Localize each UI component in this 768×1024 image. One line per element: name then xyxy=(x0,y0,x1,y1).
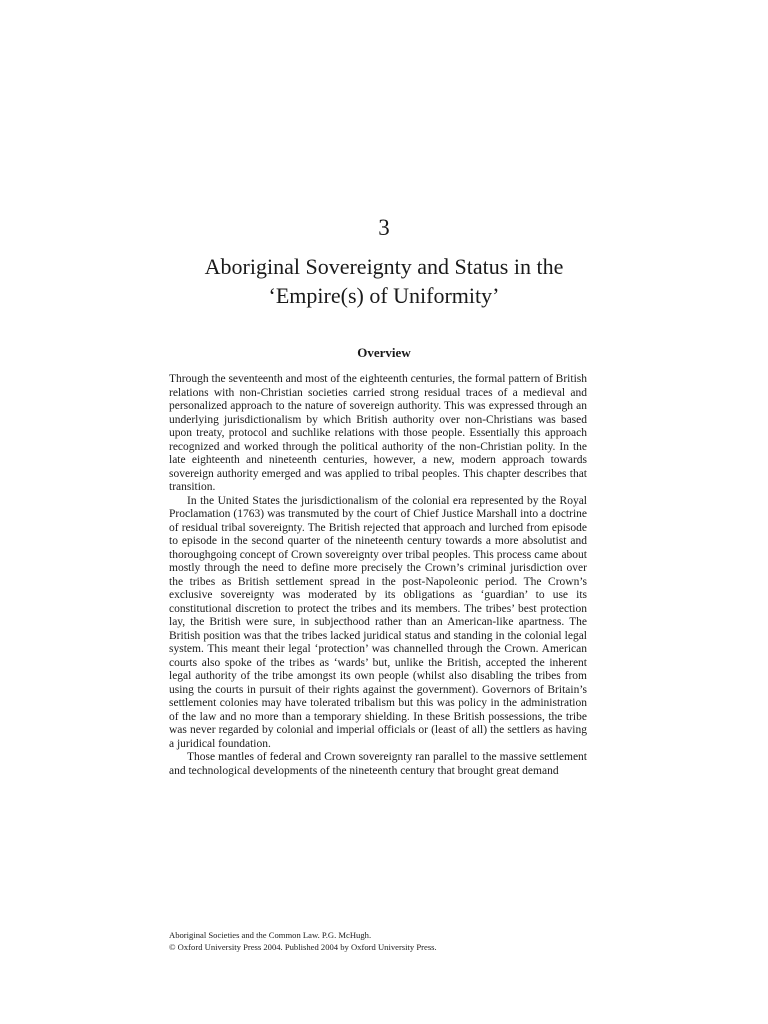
overview-body xyxy=(169,373,587,778)
overview-paragraph-3: Those mantles of federal and Crown sovereignty ran parallel to the massive settlement and technological developments of the nineteenth century that brought great demand xyxy=(169,751,587,777)
copyright-footer xyxy=(169,930,589,953)
chapter-title xyxy=(150,252,618,310)
citation-line: Aboriginal Societies and the Common Law. P.G. McHugh. xyxy=(169,930,372,940)
chapter-title-line-2: ‘Empire(s) of Uniformity’ xyxy=(268,283,500,308)
overview-paragraph-2: In the United States the jurisdictionalism of the colonial era represented by the Royal Proclamation (1763) was transmuted by the court of Chief Justice Marshall into a doctrine of residual tribal sovereignty. The British rejected that approach and lurched from episode to episode in the second quarter of the nineteenth century towards a more absolutist and thoroughgoing concept of Crown sovereignty over tribal peoples. This process came about mostly through the need to define more precisely the Crown’s criminal jurisdiction over the tribes as British settlement spread in the post-Napoleonic period. The Crown’s exclusive sovereignty was moderated by its obligations as ‘guardian’ to use its constitutional discretion to protect the tribes and its members. The tribes’ best protection lay, the British were sure, in subjecthood rather than an American-like apartness. The British position was that the tribes lacked juridical status and standing in the colonial legal system. This meant their legal ‘protection’ was channelled through the Crown. American courts also spoke of the tribes as ‘wards’ but, unlike the British, accepted the inherent legal authority of the tribe amongst its own people (whilst also disabling the tribes from using the courts in pursuit of their rights against the government). Governors of Britain’s settlement colonies may have tolerated tribalism but this was policy in the administration of the law and no more than a temporary shielding. In these British possessions, the tribe was never regarded by colonial and imperial officials or (least of all) the settlers as having a juridical foundation. xyxy=(169,494,587,750)
chapter-title-line-1: Aboriginal Sovereignty and Status in the xyxy=(204,254,564,279)
copyright-line: © Oxford University Press 2004. Published 2004 by Oxford University Press. xyxy=(169,941,437,952)
overview-paragraph-1: Through the seventeenth and most of the eighteenth centuries, the formal pattern of British relations with non-Christian societies carried strong residual traces of a medieval and personalized approach to the nature of sovereign authority. This was expressed through an underlying jurisdictionalism by which British authority over non-Christians was based upon treaty, protocol and suchlike relations with those people. Essentially this approach recognized and worked through the political authority of the non-Christian polity. In the late eighteenth and nineteenth centuries, however, a new, modern approach towards sovereign authority emerged and was applied to tribal peoples. This chapter describes that transition. xyxy=(169,373,587,493)
overview-heading: Overview xyxy=(357,345,411,360)
chapter-number: 3 xyxy=(378,215,390,240)
